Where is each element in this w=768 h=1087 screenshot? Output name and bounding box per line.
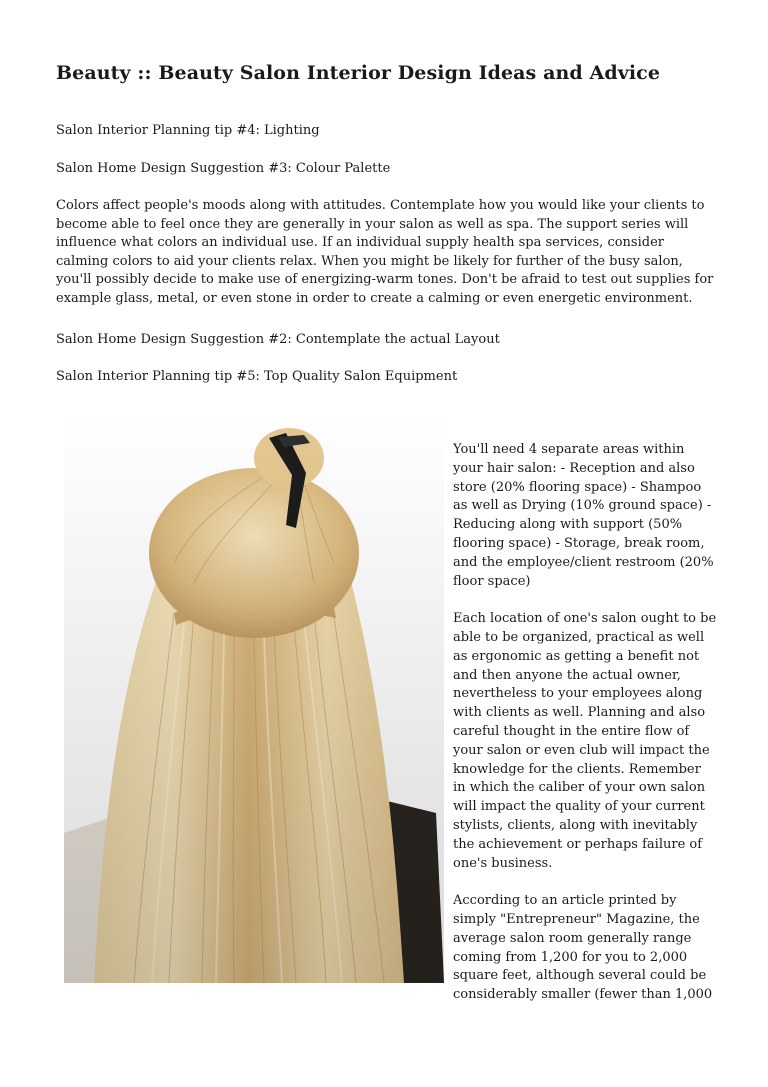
side-paragraph-entrepreneur: According to an article printed by simply "Entrepreneur" Magazine, the average salon room generally range coming from 1,200 for you to 2,000 square feet, although several could be considerably smaller (fewer than 1,000 [453, 893, 713, 1003]
side-paragraph-organization: Each location of one's salon ought to be able to be organized, practical as well as ergonomic as getting a benefit not and then anyone the actual owner, nevertheless to your employees along with clients as well. Planning and also careful thought in the entire flow of your salon or even club will impact the knowledge for the clients. Remember in which the caliber of your own salon will impact the quality of your current stylists, clients, along with inevitably the achievement or perhaps failure of one's business. [453, 611, 717, 871]
heading-suggestion-3: Salon Home Design Suggestion #3: Colour Palette [56, 161, 391, 176]
page-title: Beauty :: Beauty Salon Interior Design Ideas and Advice [56, 62, 661, 84]
hair-extensions-photo [64, 413, 444, 983]
side-paragraph-areas: You'll need 4 separate areas within your hair salon: - Reception and also store (20% flooring space) - Shampoo as well as Drying (10% ground space) - Reducing along with support (50% flooring space) - Storage, break room, and the employee/client restroom (20% floor space) [453, 442, 714, 589]
colors-paragraph: Colors affect people's moods along with attitudes. Contemplate how you would like your clients to become able to feel once they are generally in your salon as well as spa. The support series will influence what colors an individual use. If an individual supply health spa services, consider calming colors to aid your clients relax. When you might be likely for further of the busy salon, you'll possibly decide to make use of energizing-warm tones. Don't be afraid to test out supplies for example glass, metal, or even stone in order to create a calming or even energetic environment. [56, 198, 714, 306]
side-column [453, 441, 717, 1031]
hair-illustration [64, 413, 444, 983]
heading-tip-5: Salon Interior Planning tip #5: Top Quality Salon Equipment [56, 369, 458, 384]
heading-tip-4: Salon Interior Planning tip #4: Lighting [56, 123, 320, 138]
heading-suggestion-2: Salon Home Design Suggestion #2: Contemplate the actual Layout [56, 332, 500, 347]
